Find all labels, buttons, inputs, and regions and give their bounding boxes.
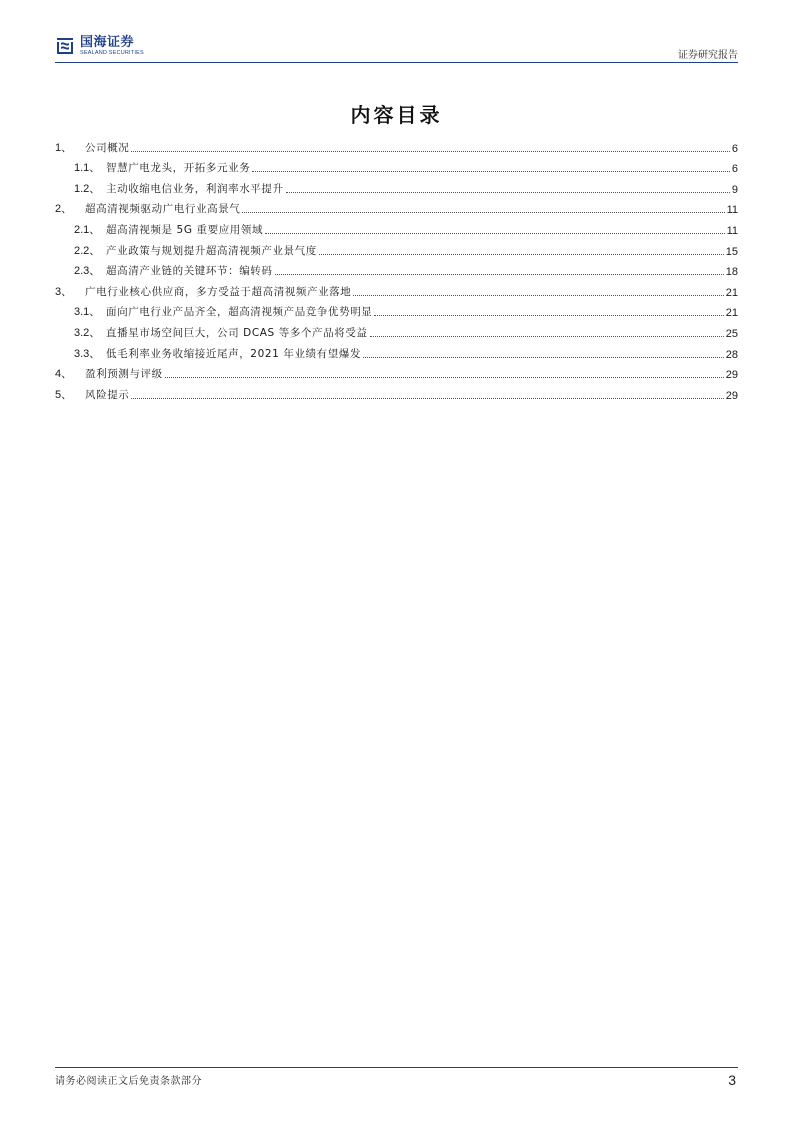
toc-entry-page: 6: [731, 163, 738, 176]
toc-title: 内容目录: [350, 103, 443, 127]
toc-entry[interactable]: [55, 278, 738, 299]
company-logo: [55, 36, 144, 57]
report-type-label: 证券研究报告: [678, 50, 738, 61]
toc-dot-leader: [131, 398, 723, 399]
logo-chinese-name: 国海证券: [80, 35, 135, 50]
toc-dot-leader: [319, 254, 724, 255]
table-of-contents: [55, 134, 738, 402]
toc-dot-leader: [363, 357, 724, 358]
toc-entry[interactable]: [55, 299, 738, 320]
toc-entry-number: 1.2、: [74, 182, 101, 195]
toc-entry-title: 公司概况: [85, 141, 130, 154]
toc-entry[interactable]: [55, 216, 738, 237]
toc-dot-leader: [353, 295, 723, 296]
toc-entry[interactable]: [55, 340, 738, 361]
toc-entry-number: 3.2、: [74, 326, 101, 339]
toc-dot-leader: [275, 274, 724, 275]
toc-entry-title: 面向广电行业产品齐全，超高清视频产品竞争优势明显: [106, 306, 373, 319]
toc-entry[interactable]: [55, 237, 738, 258]
toc-entry[interactable]: [55, 155, 738, 176]
toc-dot-leader: [242, 212, 724, 213]
sealand-logo-icon: [55, 36, 75, 54]
toc-entry-title: 超高清视频驱动广电行业高景气: [85, 203, 241, 216]
toc-entry-page: 9: [731, 183, 738, 196]
toc-dot-leader: [165, 377, 724, 378]
toc-entry-number: 2.3、: [74, 265, 101, 278]
toc-entry-title: 智慧广电龙头，开拓多元业务: [106, 162, 251, 175]
toc-entry-page: 18: [725, 266, 738, 279]
toc-entry-title: 主动收缩电信业务，利润率水平提升: [106, 182, 284, 195]
footer-disclaimer: 请务必阅读正文后免责条款部分: [55, 1076, 202, 1087]
toc-entry-title: 产业政策与规划提升超高清视频产业景气度: [106, 244, 317, 257]
toc-entry[interactable]: [55, 361, 738, 382]
toc-entry-number: 3.3、: [74, 347, 101, 360]
toc-entry-page: 11: [726, 204, 738, 217]
page-number: 3: [728, 1072, 736, 1088]
toc-entry-title: 盈利预测与评级: [85, 368, 163, 381]
toc-entry-number: 4、: [55, 368, 73, 381]
toc-entry-number: 2.1、: [74, 223, 101, 236]
toc-dot-leader: [370, 336, 724, 337]
toc-entry-page: 28: [725, 348, 738, 361]
toc-entry[interactable]: [55, 134, 738, 155]
toc-dot-leader: [265, 233, 724, 234]
toc-entry-page: 15: [725, 245, 738, 258]
toc-entry[interactable]: [55, 319, 738, 340]
toc-entry-number: 1.1、: [74, 162, 101, 175]
footer-divider: [55, 1067, 738, 1068]
toc-entry-title: 广电行业核心供应商，多方受益于超高清视频产业落地: [85, 285, 352, 298]
toc-entry-number: 2.2、: [74, 244, 101, 257]
toc-dot-leader: [286, 192, 730, 193]
toc-entry-page: 21: [725, 286, 738, 299]
toc-entry[interactable]: [55, 196, 738, 217]
toc-entry-title: 直播星市场空间巨大，公司 DCAS 等多个产品将受益: [106, 326, 368, 339]
toc-entry-number: 3.1、: [74, 306, 101, 319]
toc-entry-title: 超高清产业链的关键环节：编转码: [106, 265, 273, 278]
toc-entry-title: 风险提示: [85, 388, 130, 401]
toc-entry-page: 29: [725, 369, 738, 382]
logo-english-name: SEALAND SECURITIES: [80, 50, 144, 56]
toc-entry-number: 2、: [55, 203, 73, 216]
toc-entry-number: 5、: [55, 388, 73, 401]
toc-entry-number: 3、: [55, 285, 73, 298]
toc-entry[interactable]: [55, 258, 738, 279]
toc-dot-leader: [131, 151, 729, 152]
toc-dot-leader: [374, 315, 723, 316]
toc-entry[interactable]: [55, 381, 738, 402]
toc-entry-number: 1、: [55, 141, 73, 154]
page-header: [55, 34, 738, 62]
toc-entry-page: 21: [725, 307, 738, 320]
toc-entry[interactable]: [55, 175, 738, 196]
toc-entry-page: 11: [726, 224, 738, 237]
toc-entry-page: 6: [731, 142, 738, 155]
toc-entry-page: 25: [725, 327, 738, 340]
toc-entry-title: 超高清视频是 5G 重要应用领域: [106, 223, 264, 236]
toc-dot-leader: [252, 171, 730, 172]
toc-entry-title: 低毛利率业务收缩接近尾声，2021 年业绩有望爆发: [106, 347, 362, 360]
toc-entry-page: 29: [725, 389, 738, 402]
header-divider: [55, 62, 738, 63]
